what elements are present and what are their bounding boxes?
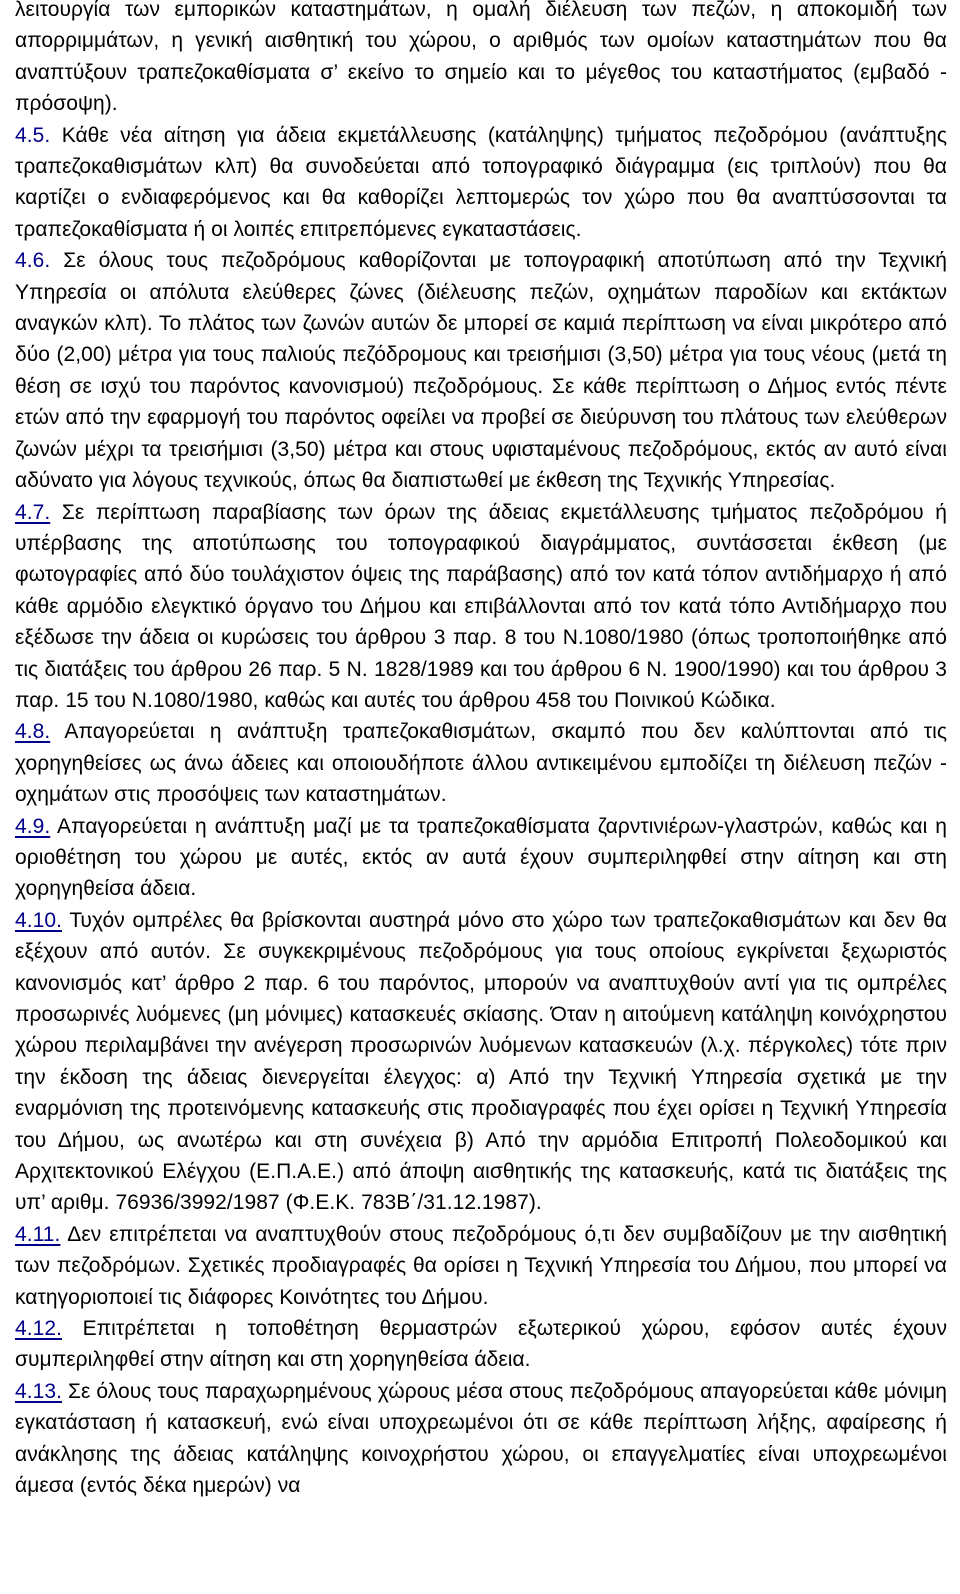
paragraph-text: λειτουργία των εμπορικών καταστημάτων, η ομαλή διέλευση των πεζών, η αποκομιδή των απορριμμάτων, η γενική αισθητική του χώρου, ο αριθμός των ομοίων καταστημάτων που θα αναπτύξουν τραπεζοκαθίσματα σ’ εκείνο το σημείο και το μέγεθος του καταστήματος (εμβαδό - πρόσοψη). xyxy=(15,0,947,116)
paragraph-text: Σε όλους τους παραχωρημένους χώρους μέσα στους πεζοδρόμους απαγορεύεται κάθε μόνιμη εγκατάσταση ή κατασκευή, ενώ είναι υποχρεωμένοι ότι σε κάθε περίπτωση λήξης, αφαίρεσης ή ανάκλησης της άδειας κατάληψης κοινοχρήστου χώρου, οι επαγγελματίες είναι υποχρεωμένοι άμεσα (εντός δέκα ημερών) να xyxy=(15,1379,947,1498)
section-number: 4.11. xyxy=(15,1222,61,1246)
paragraph-text: Σε περίπτωση παραβίασης των όρων της άδειας εκμετάλλευσης τμήματος πεζοδρόμου ή υπέρβασης της αποτύπωσης του τοπογραφικού διαγράμματος, συντάσσεται έκθεση (με φωτογραφίες από δύο τουλάχιστον όψεις της παράβασης) από τον κατά τόπον αντιδήμαρχο ή από κάθε αρμόδιο ελεγκτικό όργανο του Δήμου και επιβάλλονται από τον κατά τόπο Αντιδήμαρχο που εξέδωσε την άδεια οι κυρώσεις του άρθρου 3 παρ. 8 του Ν.1080/1980 (όπως τροποποιήθηκε από τις διατάξεις του άρθρου 26 παρ. 5 Ν. 1828/1989 και του άρθρου 6 Ν. 1900/1990) και του άρθρου 3 παρ. 15 του Ν.1080/1980, καθώς και αυτές του άρθρου 458 του Ποινικού Κώδικα. xyxy=(15,500,947,712)
paragraph-text: Κάθε νέα αίτηση για άδεια εκμετάλλευσης (κατάληψης) τμήματος πεζοδρόμου (ανάπτυξης τραπεζοκαθισμάτων κλπ) θα συνοδεύεται από τοπογραφικό διάγραμμα (εις τριπλούν) που θα καρτίζει ο ενδιαφερόμενος και θα καθορίζει λεπτομερώς τον χώρο που θα αναπτύσσονται τα τραπεζοκαθίσματα ή οι λοιπές επιτρεπόμενες εγκαταστάσεις. xyxy=(15,123,947,241)
paragraph-4-5 xyxy=(15,120,947,246)
paragraph-4-12 xyxy=(15,1313,947,1376)
document-page xyxy=(15,0,947,1502)
paragraph-text: Σε όλους τους πεζοδρόμους καθορίζονται με τοπογραφική αποτύπωση από την Τεχνική Υπηρεσία οι απόλυτα ελεύθερες ζώνες (διέλευσης πεζών, οχημάτων παροδίων και εκτάκτων αναγκών κλπ). Το πλάτος των ζωνών αυτών δε μπορεί σε καμιά περίπτωση να είναι μικρότερο από δύο (2,00) μέτρα για τους παλιούς πεζόδρομους και τρεισήμισι (3,50) μέτρα για τους νέους (μετά τη θέση σε ισχύ του παρόντος κανονισμού) πεζοδρόμους. Σε κάθε περίπτωση ο Δήμος εντός πέντε ετών από την εφαρμογή του παρόντος οφείλει να προβεί σε διεύρυνση του πλάτους των ελεύθερων ζωνών μέχρι τα τρεισήμισι (3,50) μέτρα και στους υφισταμένους πεζοδρόμους, εκτός αν αυτό είναι αδύνατο για λόγους τεχνικούς, όπως θα διαπιστωθεί με έκθεση της Τεχνικής Υπηρεσίας. xyxy=(15,249,947,493)
paragraph-text: Τυχόν ομπρέλες θα βρίσκονται αυστηρά μόνο στο χώρο των τραπεζοκαθισμάτων και δεν θα εξέχουν από αυτόν. Σε συγκεκριμένους πεζοδρόμους για τους οποίους εγκρίνεται ξεχωριστός κανονισμός κατ’ άρθρο 2 παρ. 6 του παρόντος, μπορούν να αναπτυχθούν αντί για τις ομπρέλες προσωρινές λυόμενες (μη μόνιμες) κατασκευές σκίασης. Όταν η αιτούμενη κατάληψη κοινόχρηστου χώρου περιλαμβάνει την ανέγερση προσωρινών λυόμενων κατασκευών (λ.χ. πέργκολες) τότε πριν την έκδοση της άδειας διενεργείται έλεγχος: α) Από την Τεχνική Υπηρεσία σχετικά με την εναρμόνιση της προτεινόμενης κατασκευής στις προδιαγραφές που έχει ορίσει η Τεχνική Υπηρεσία του Δήμου, ως ανωτέρω και στη συνέχεια β) Από την αρμόδια Επιτροπή Πολεοδομικού και Αρχιτεκτονικού Ελέγχου (Ε.Π.Α.Ε.) από άποψη αισθητικής της κατασκευής, κατά τις διατάξεις της υπ’ αριθμ. 76936/3992/1987 (Φ.Ε.Κ. 783Β΄/31.12.1987). xyxy=(15,908,947,1215)
paragraph-4-13 xyxy=(15,1376,947,1502)
paragraph-4-9 xyxy=(15,811,947,905)
paragraph-text: Απαγορεύεται η ανάπτυξη τραπεζοκαθισμάτων, σκαμπό που δεν καλύπτονται από τις χορηγηθείσες ως άνω άδειες και οποιουδήποτε άλλου αντικειμένου εμποδίζει τη διέλευση πεζών - οχημάτων στις προσόψεις των καταστημάτων. xyxy=(15,720,947,807)
section-number: 4.12. xyxy=(15,1317,62,1341)
paragraph-text: Απαγορεύεται η ανάπτυξη μαζί με τα τραπεζοκαθίσματα ζαρντινιέρων-γλαστρών, καθώς και η οριοθέτηση του χώρου με αυτές, εκτός αν αυτά έχουν συμπεριληφθεί στην αίτηση και στη χορηγηθείσα άδεια. xyxy=(15,814,947,901)
section-number: 4.7. xyxy=(15,500,51,524)
section-number: 4.13. xyxy=(15,1379,62,1403)
paragraph-4-7 xyxy=(15,497,947,717)
paragraph-text: Δεν επιτρέπεται να αναπτυχθούν στους πεζοδρόμους ό,τι δεν συμβαδίζουν με την αισθητική των πεζοδρόμων. Σχετικές προδιαγραφές θα ορίσει η Τεχνική Υπηρεσία του Δήμου, που μπορεί να κατηγοριοποιεί τις διάφορες Κοινότητες του Δήμου. xyxy=(15,1222,947,1309)
section-number: 4.10. xyxy=(15,908,62,932)
section-number: 4.8. xyxy=(15,720,51,744)
paragraph-text: Επιτρέπεται η τοποθέτηση θερμαστρών εξωτερικού χώρου, εφόσον αυτές έχουν συμπεριληφθεί στην αίτηση και στη χορηγηθείσα άδεια. xyxy=(15,1317,947,1372)
paragraph-4-11 xyxy=(15,1219,947,1313)
paragraph-4-6 xyxy=(15,245,947,496)
paragraph-4-10 xyxy=(15,905,947,1219)
section-number: 4.9. xyxy=(15,814,51,838)
section-number: 4.6. xyxy=(15,249,51,273)
paragraph-4-8 xyxy=(15,716,947,810)
paragraph-continuation xyxy=(15,0,947,120)
section-number: 4.5. xyxy=(15,123,51,147)
